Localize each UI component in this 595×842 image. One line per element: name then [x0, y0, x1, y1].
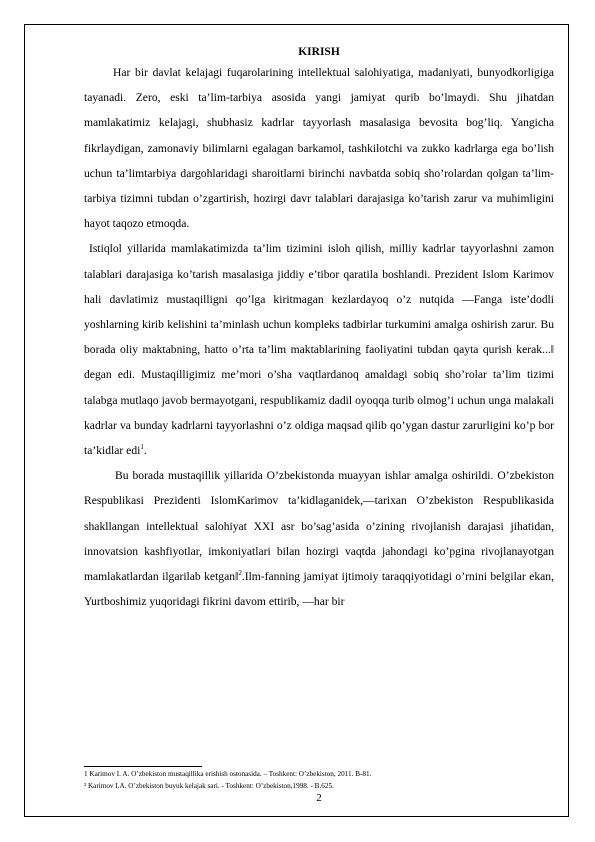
- paragraph-2-tail: .: [143, 444, 147, 458]
- paragraph-3-tail: .Ilm-fanning jamiyat ijtimoiy taraqqiyotidagi o’rnini belgilar ekan, Yurtboshimiz yuqoridagi fikrini davom ettirib, ―har bir: [84, 570, 554, 609]
- document-body: [84, 44, 554, 614]
- footnote-separator: [84, 766, 202, 767]
- paragraph-2-text: Istiqlol yillarida mamlakatimizda ta’lim tizimini isloh qilish, milliy kadrlar tayyorlashni zamon talablari darajasiga ko’tarish masalasiga jiddiy e’tibor qaratila boshlandi. Prezident Islom Karimov hali davlatimiz mustaqilligni qo’lga kiritmagan kezlardayoq o’z nutqida ―Fanga iste’dodli yoshlarning kirib kelishini ta’minlash uchun kompleks tadbirlar turkumini amalga oshirish zarur. Bu borada oliy maktabning, hatto o’rta ta’lim maktablarining faoliyatini tubdan qayta qurish kerak...‖ degan edi. Mustaqilligimiz me’mori o’sha vaqtlardanoq amaldagi sobiq sho’rolar ta’lim tizimi talabga mutlaqo javob bermayotgani, respublikamiz dadil oyoqqa turib olmog’i uchun unga malakali kadrlar va bunday kadrlarni tayyorlashni o’z oldiga maqsad qilib qo’ygan dastur zarurligini ko’p bor ta’kidlar edi: [84, 242, 554, 458]
- paragraph-1-text: Har bir davlat kelajagi fuqarolarining intellektual salohiyatiga, madaniyati, bunyodkorligiga tayanadi. Zero, eski ta’lim-tarbiya asosida yangi jamiyat qurib bo’lmaydi. Shu jihatdan mamlakatimiz kelajagi, shubhasiz kadrlar tayyorlash masalasiga bevosita bog’liq. Yangicha fikrlaydigan, zamonaviy bilimlarni egalagan barkamol, tashkilotchi va zukko kadrlarga ega bo’lish uchun ta’limtarbiya dargohlaridagi sharoitlarni birinchi navbatda sobiq sho’rolardan qolgan ta’lim-tarbiya tizimni tubdan o’zgartirish, hozirgi davr talablari darajasiga ko’tarish zarur va muhimligini hayot taqozo etmoqda.: [84, 66, 554, 231]
- page-title: KIRISH: [298, 46, 340, 58]
- paragraph-1: [84, 60, 554, 236]
- paragraph-3-text: Bu borada mustaqillik yillarida O’zbekistonda muayyan ishlar amalga oshirildi. O’zbekiston Respublikasi Prezidenti IslomKarimov ta’kidlaganidek,―tarixan O’zbekiston Respublikasida shakllangan intellektual salohiyat XXI asr bo’sag’asida o’zining rivojlanish darajasi jihatidan, innovatsion kashfiyotlar, imkoniyatlari bilan hozirgi vaqtda jahondagi ko’pgina rivojlanayotgan mamlakatlardan ilgarilab ketgan‖: [84, 469, 554, 584]
- page-number: 2: [316, 792, 322, 804]
- footnotes: [84, 768, 554, 792]
- paragraph-3: [84, 463, 554, 614]
- footnote-1: 1 Karimov I. A. O’zbekiston mustaqillika erishish ostonasida. – Toshkent: O’zbekiston, 2011. B-81.: [84, 770, 372, 778]
- footnote-ref-1[interactable]: 1: [140, 443, 144, 452]
- footnote-ref-2[interactable]: 2: [238, 569, 242, 578]
- paragraph-2: [84, 236, 554, 463]
- footnote-2: ² Karimov I.A. O’zbekiston buyuk kelajak sari. - Toshkent: O’zbekiston,1998. - B.625.: [84, 782, 334, 790]
